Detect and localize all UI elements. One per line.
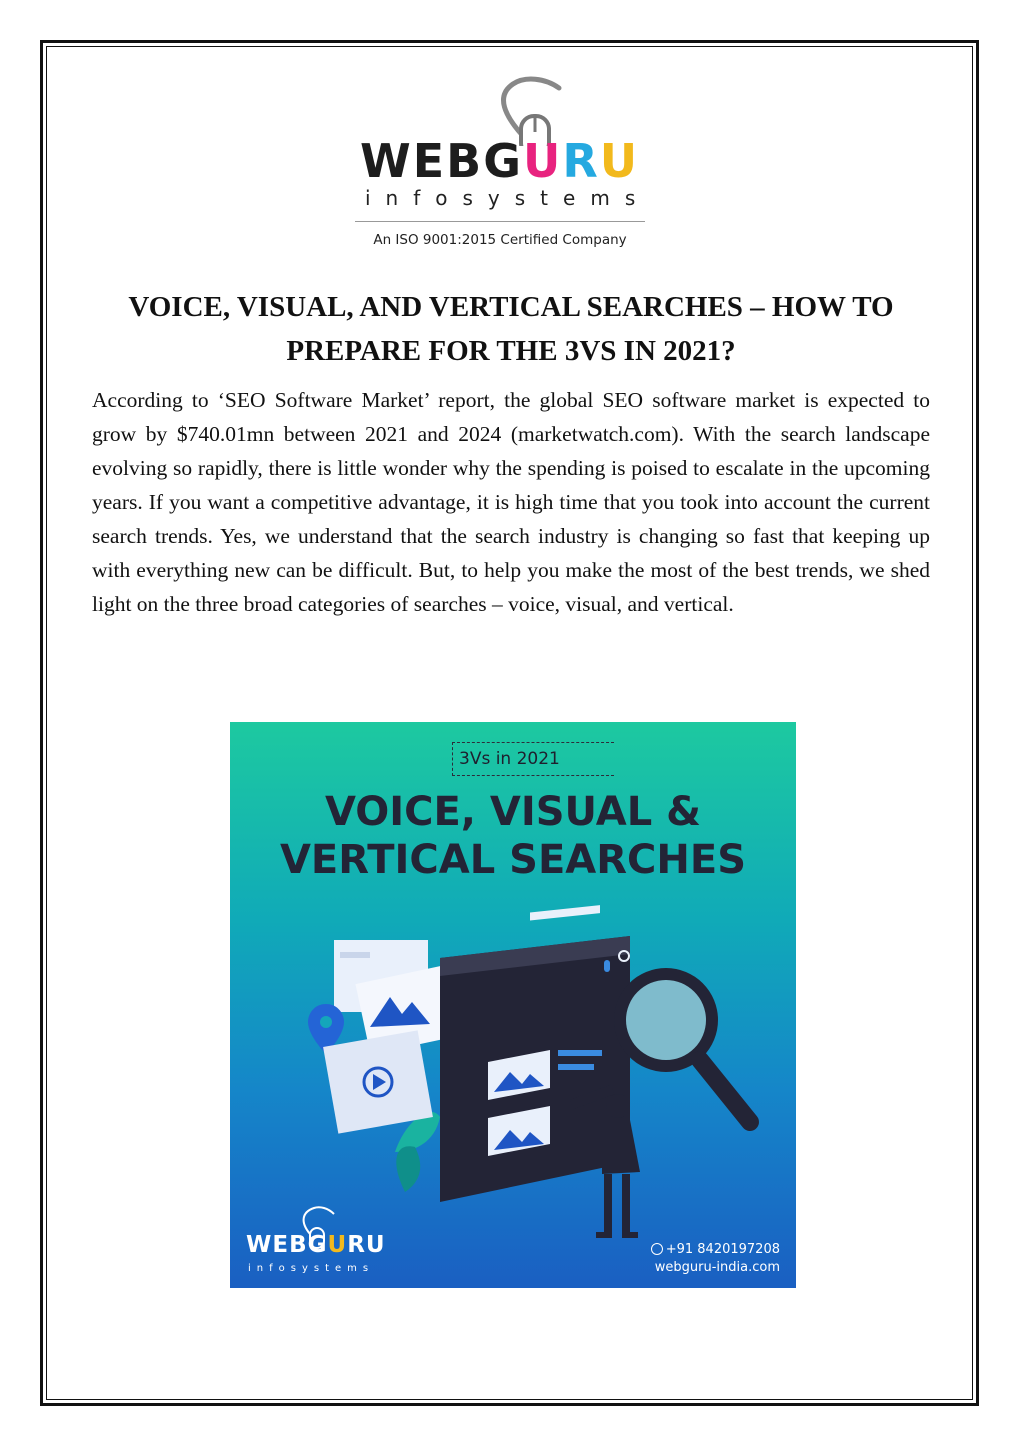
browser-window-icon	[440, 905, 630, 1202]
banner-badge: 3Vs in 2021	[452, 742, 614, 776]
iso-certification: An ISO 9001:2015 Certified Company	[373, 232, 627, 248]
banner-logo-part1: WEBG	[246, 1232, 328, 1258]
banner-logo-subtitle: infosystems	[248, 1263, 375, 1274]
logo-word-part3: R	[562, 134, 600, 188]
logo-divider	[355, 221, 645, 222]
title-line-1: VOICE, VISUAL, AND VERTICAL SEARCHES – HOW TO	[128, 291, 894, 323]
logo-word-part2: U	[522, 134, 563, 188]
logo-word-part1: WEBG	[360, 134, 523, 188]
logo-wordmark	[360, 134, 640, 188]
banner-title-line-2: VERTICAL SEARCHES	[279, 837, 747, 883]
title-line-2: PREPARE FOR THE 3VS IN 2021?	[286, 335, 736, 367]
banner-contact	[651, 1241, 780, 1277]
search-illustration	[230, 722, 796, 1288]
article-paragraph: According to ‘SEO Software Market’ report, the global SEO software market is expected to grow by $740.01mn between 2021 and 2024 (marketwatch.com). With the search landscape evolving so rapidly, there is little wonder why the spending is poised to escalate in the upcoming years. If you want a competitive advantage, it is high time that you took into account the current search trends. Yes, we understand that the search industry is changing so fast that keeping up with everything new can be difficult. But, to help you make the most of the best trends, we shed light on the three broad categories of searches – voice, visual, and vertical.	[92, 388, 930, 616]
banner-logo-wordmark	[246, 1234, 386, 1257]
logo-subtitle: infosystems	[365, 186, 651, 210]
logo-word-part4: U	[599, 134, 640, 188]
banner-title-line-1: VOICE, VISUAL &	[324, 789, 702, 835]
banner-image	[230, 722, 796, 1288]
magnifier-icon	[614, 968, 750, 1122]
leaf-icon	[396, 1146, 420, 1192]
banner-website: webguru-india.com	[654, 1260, 780, 1275]
article-title	[92, 285, 930, 373]
banner-phone: +91 8420197208	[665, 1242, 780, 1257]
banner-logo-part3: RU	[347, 1232, 386, 1258]
company-logo	[355, 76, 655, 256]
play-icon	[323, 1030, 433, 1133]
whatsapp-icon	[651, 1243, 663, 1255]
banner-logo-part2: U	[327, 1232, 348, 1258]
